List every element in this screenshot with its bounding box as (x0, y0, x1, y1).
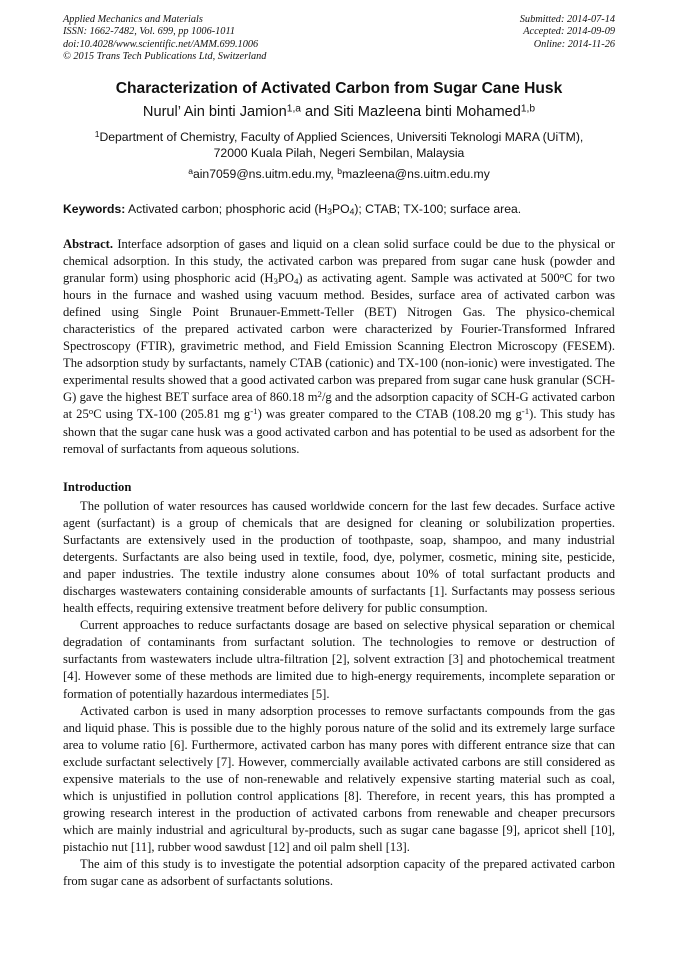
intro-paragraph: Activated carbon is used in many adsorption processes to remove surfactants compounds from the gas and liquid phase. This is possible due to the highly porous nature of the solid and its extremely large surface area to volume ratio [6]. Furthermore, activated carbon has many pores with different entrance size that can exclude surfactant selectively [7]. However, commercially available activated carbons are still considered as expensive materials to the use of non-renewable and relatively expensive starting material such as coal, which is unjustified in pollution control applications [8]. Therefore, in recent years, this has prompted a growing research interest in the production of activated carbons from renewable and cheaper precursors which are mainly industrial and agricultural by-products, such as sugar cane bagasse [9], apricot shell [10], pistachio nut [11], rubber wood sawdust [12] and oil palm shell [13]. (63, 703, 615, 854)
abstract-sup: o (559, 270, 565, 281)
journal-name: Applied Mechanics and Materials (63, 14, 203, 25)
dates-header (520, 14, 615, 51)
affiliation (60, 129, 618, 161)
journal-header (63, 14, 266, 64)
abstract-text: C using TX-100 (205.81 mg g (93, 407, 251, 422)
affiliation-line-2: 72000 Kuala Pilah, Negeri Sembilan, Malaysia (213, 146, 465, 160)
emails (0, 167, 678, 181)
affiliation-marker: 1 (94, 129, 100, 140)
abstract-text: ) as activating agent. Sample was activated at 500 (298, 271, 560, 286)
keywords-text: Activated carbon; phosphoric acid (H (125, 202, 328, 216)
author-2-affil: 1,b (520, 103, 536, 115)
abstract-sub: 3 (273, 275, 278, 286)
abstract (63, 236, 615, 458)
author-conjunction: and (300, 104, 334, 120)
keywords-label: Keywords: (63, 202, 126, 216)
author-2: Siti Mazleena binti Mohamed (333, 104, 521, 120)
introduction-body (63, 498, 615, 890)
copyright-line: © 2015 Trans Tech Publications Ltd, Switzerland (63, 51, 267, 63)
abstract-sup: o (88, 406, 94, 417)
submitted-date: Submitted: 2014-07-14 (519, 14, 615, 25)
abstract-text: PO (277, 271, 294, 286)
keywords-text: PO (331, 202, 350, 216)
abstract-text: Interface adsorption of gases and liquid on a clean solid surface could be due to the physical or chemical adsorption. In this study, the activated carbon was prepared from sugar cane husk (powder and granular form) using phosphoric acid (H (63, 237, 615, 286)
keywords (63, 202, 615, 216)
abstract-text: ) was greater compared to the CTAB (108.20 mg g (257, 407, 522, 422)
intro-paragraph: The pollution of water resources has caused worldwide concern for the last few decades. Surface active agent (surfactant) is a group of chemicals that are designed for cleaning or solubilization properties. Surfactants are extensively used in the production of toothpaste, soap, shampoo, and many industrial detergents. Surfactants are also being used in textile, food, dye, polymer, cosmetic, mining site, pesticide, and paper industries. The textile industry alone consumes about 10% of total surfactant products and discharges wastewaters containing considerable amounts of surfactants [1]. Surfactants may possess serious health effects, requiring extensive treatment before delivery for public consumption. (63, 499, 615, 616)
abstract-sup: -1 (250, 406, 258, 417)
issn-line: ISSN: 1662-7482, Vol. 699, pp 1006-1011 (63, 26, 235, 38)
abstract-text: /g and the adsorption capacity of SCH-G activated carbon at 25 (63, 390, 615, 422)
keywords-sub: 3 (327, 206, 332, 217)
intro-paragraph: Current approaches to reduce surfactants dosage are based on selective physical separation or chemical degradation of contaminants from surfactant solution. The technologies to remove or destruction of surfactants from wastewaters include ultra-filtration [2], solvent extraction [3] and photochemical treatment [4]. However some of these methods are limited due to high-energy requirements, incomplete separation or formation of potentially hazardous intermediates [5]. (63, 618, 615, 701)
affiliation-line-1: Department of Chemistry, Faculty of Applied Sciences, Universiti Teknologi MARA (UiTM), (99, 130, 584, 144)
email-a-marker: a (188, 166, 193, 177)
email-a: ain7059@ns.uitm.edu.my (192, 167, 331, 181)
doi-line: doi:10.4028/www.scientific.net/AMM.699.1006 (63, 38, 259, 50)
section-heading-introduction: Introduction (63, 480, 132, 494)
abstract-sub: 4 (294, 275, 299, 286)
author-1: Nurul’ Ain binti Jamion (142, 104, 287, 120)
abstract-label: Abstract. (63, 237, 114, 251)
abstract-sup: -1 (521, 406, 530, 417)
authors (0, 104, 678, 120)
abstract-sup: 2 (317, 389, 322, 400)
online-date: Online: 2014-11-26 (533, 38, 615, 50)
author-1-affil: 1,a (286, 103, 301, 115)
keywords-sub: 4 (349, 206, 355, 217)
keywords-text: ); CTAB; TX-100; surface area. (354, 202, 522, 216)
abstract-text: ). This study has shown that the sugar cane husk was a good activated carbon and has potential to be used as adsorbent for the removal of surfactants from aqueous solutions. (63, 407, 615, 456)
abstract-text: C for two hours in the furnace and washed using vacuum method. Besides, surface area of activated carbon was defined using Single Point Brunauer-Emmett-Teller (BET) Nitrogen Gas. The physico-chemical characteristics of the prepared activated carbon were characterized by Fourier-Transformed Infrared Spectroscopy (FTIR), gravimetric method, and Field Emission Scanning Electron Microscopy (FESEM). The adsorption study by surfactants, namely CTAB (cationic) and TX-100 (non-ionic) were investigated. The experimental results showed that a good activated carbon was prepared from sugar cane husk granular (SCH-G) gave the highest BET surface area of 860.18 m (63, 271, 615, 405)
email-b: mazleena@ns.uitm.edu.my (341, 167, 490, 181)
email-b-marker: b (337, 166, 342, 177)
email-separator: , (330, 167, 338, 181)
accepted-date: Accepted: 2014-09-09 (523, 26, 615, 38)
paper-title: Characterization of Activated Carbon from Sugar Cane Husk (115, 80, 563, 97)
intro-paragraph: The aim of this study is to investigate the potential adsorption capacity of the prepared activated carbon from sugar cane as adsorbent of surfactants solutions. (63, 856, 615, 889)
